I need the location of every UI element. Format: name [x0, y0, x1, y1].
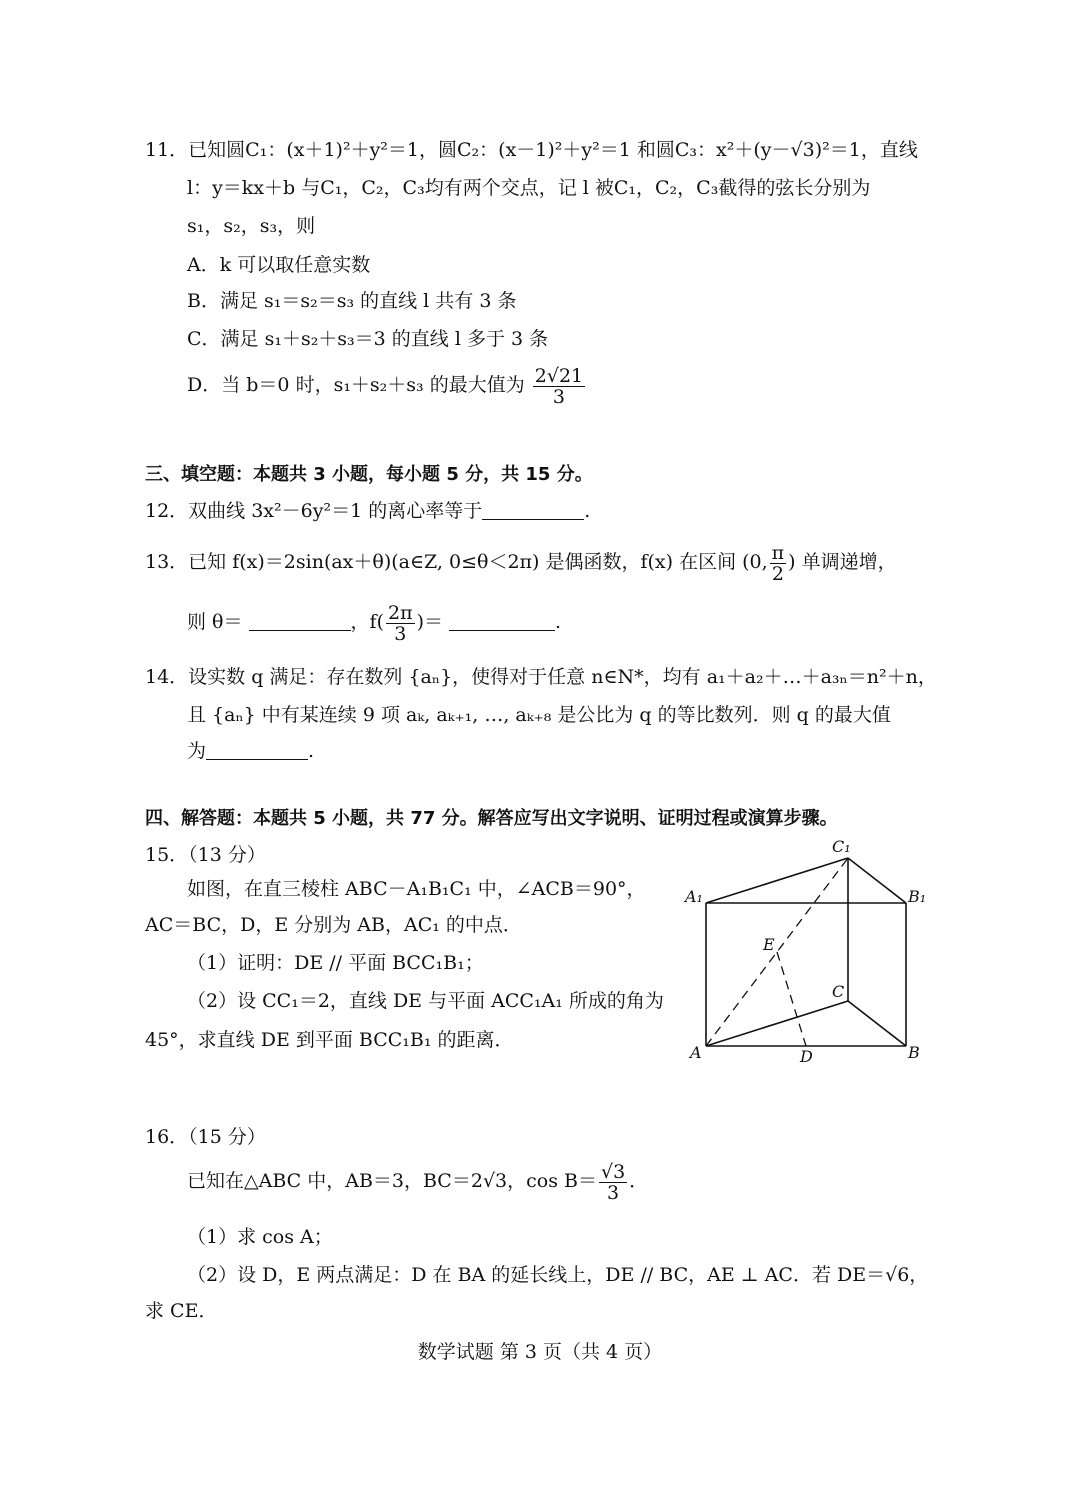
- q16-cosb-numerator: √3: [600, 1160, 626, 1183]
- q15-part-2-line-1: （2）设 CC₁＝2，直线 DE 与平面 ACC₁A₁ 所成的角为: [187, 990, 664, 1012]
- edge-c-b: [848, 1001, 906, 1046]
- label-a: A: [690, 1043, 702, 1062]
- q16-given-text: 已知在△ABC 中，AB＝3，BC＝2√3，cos B＝: [187, 1170, 597, 1192]
- q15-header: 15．（13 分）: [145, 844, 266, 866]
- q14-end: .: [308, 740, 315, 762]
- label-c: C: [832, 982, 845, 1001]
- q13-interval-denominator: 2: [771, 562, 784, 585]
- q11-option-c: C．满足 s₁＋s₂＋s₃＝3 的直线 l 多于 3 条: [187, 328, 549, 350]
- q13-line-1: [145, 540, 897, 584]
- q13-f-label: ，f(: [350, 611, 384, 633]
- q13-theta-blank: [249, 610, 351, 631]
- edge-a1-c1: [706, 858, 848, 903]
- q16-cosb-denominator: 3: [607, 1181, 620, 1204]
- label-e: E: [763, 935, 775, 954]
- q11-option-d-fraction: [533, 366, 585, 407]
- q11-line-3: s₁，s₂，s₃，则: [187, 215, 316, 237]
- q16-part-2-line-2: 求 CE．: [145, 1300, 218, 1322]
- q12-end: .: [584, 500, 591, 522]
- q11-line-2: l：y＝kx＋b 与C₁，C₂，C₃均有两个交点，记 l 被C₁，C₂，C₃截得的弦长分别为: [187, 177, 871, 199]
- q11-line-1: 11．已知圆C₁：(x＋1)²＋y²＝1，圆C₂：(x－1)²＋y²＝1 和圆C₃：x²＋(y－√3)²＝1，直线: [145, 139, 918, 161]
- q11-option-d-text: D．当 b＝0 时，s₁＋s₂＋s₃ 的最大值为: [187, 374, 525, 396]
- q11-option-b: B．满足 s₁＝s₂＝s₃ 的直线 l 共有 3 条: [187, 290, 517, 312]
- q14-answer-blank: [206, 739, 308, 760]
- q16-header: 16．（15 分）: [145, 1126, 266, 1148]
- section-3-heading: 三、填空题：本题共 3 小题，每小题 5 分，共 15 分。: [145, 464, 593, 485]
- q13-interval-numerator: π: [771, 541, 785, 564]
- q11-option-d-denominator: 3: [552, 385, 565, 408]
- q14-line-1: 14．设实数 q 满足：存在数列 {aₙ}，使得对于任意 n∈N*，均有 a₁＋a₂＋…＋a₃ₙ＝n²＋n，: [145, 666, 937, 688]
- q13-f-fraction: [386, 603, 415, 644]
- q15-part-1: （1）证明：DE // 平面 BCC₁B₁；: [187, 952, 484, 974]
- q11-option-a: A．k 可以取任意实数: [187, 254, 371, 276]
- q15-line-2: AC＝BC，D，E 分别为 AB，AC₁ 的中点．: [145, 914, 522, 936]
- q12-answer-blank: [482, 499, 584, 520]
- q14-line-3: [187, 738, 314, 764]
- prism-figure: [680, 834, 930, 1074]
- edge-a-c: [706, 1001, 848, 1046]
- q14-line-2: 且 {aₙ} 中有某连续 9 项 aₖ, aₖ₊₁, …, aₖ₊₈ 是公比为 q 的等比数列．则 q 的最大值: [187, 704, 891, 726]
- page-footer: 数学试题 第 3 页（共 4 页）: [417, 1341, 663, 1363]
- q11-option-d-numerator: 2√21: [534, 364, 584, 387]
- q15-part-2-line-2: 45°，求直线 DE 到平面 BCC₁B₁ 的距离．: [145, 1029, 514, 1051]
- q13-line-1-tail: ) 单调递增，: [788, 551, 897, 573]
- q13-interval-fraction: [770, 543, 787, 584]
- q13-end: .: [555, 611, 562, 633]
- label-b: B: [908, 1043, 920, 1062]
- q14-line-3-text: 为: [187, 740, 207, 762]
- q13-line-1-text: 13．已知 f(x)＝2sin(ax＋θ)(a∈Z, 0≤θ＜2π) 是偶函数，f(x) 在区间 (0,: [145, 551, 768, 573]
- segment-d-e: [777, 952, 806, 1046]
- q12-line: [145, 498, 590, 524]
- label-a1: A₁: [685, 887, 703, 906]
- q13-f-denominator: 3: [394, 622, 407, 645]
- q16-given: [187, 1159, 648, 1203]
- q13-f-numerator: 2π: [387, 601, 413, 624]
- label-d: D: [800, 1047, 813, 1066]
- q16-part-1: （1）求 cos A；: [187, 1226, 333, 1248]
- q13-f-close: )＝: [416, 611, 443, 633]
- edge-c1-b1: [848, 858, 906, 903]
- q16-given-end: ．: [629, 1170, 649, 1192]
- q11-option-d: [187, 365, 587, 407]
- label-c1: C₁: [832, 837, 851, 856]
- q16-cosb-fraction: [599, 1162, 627, 1203]
- q13-theta-label: 则 θ＝: [187, 611, 243, 633]
- label-b1: B₁: [908, 887, 927, 906]
- q13-f-blank: [449, 610, 555, 631]
- section-4-heading: 四、解答题：本题共 5 小题，共 77 分。解答应写出文字说明、证明过程或演算步骤。: [145, 808, 838, 829]
- q15-line-1: 如图，在直三棱柱 ABC－A₁B₁C₁ 中，∠ACB＝90°，: [187, 878, 646, 900]
- q13-line-2: [187, 600, 561, 644]
- q16-part-2-line-1: （2）设 D，E 两点满足：D 在 BA 的延长线上，DE // BC，AE ⊥ AC．若 DE＝√6，: [187, 1264, 929, 1286]
- q12-text: 12．双曲线 3x²－6y²＝1 的离心率等于: [145, 500, 483, 522]
